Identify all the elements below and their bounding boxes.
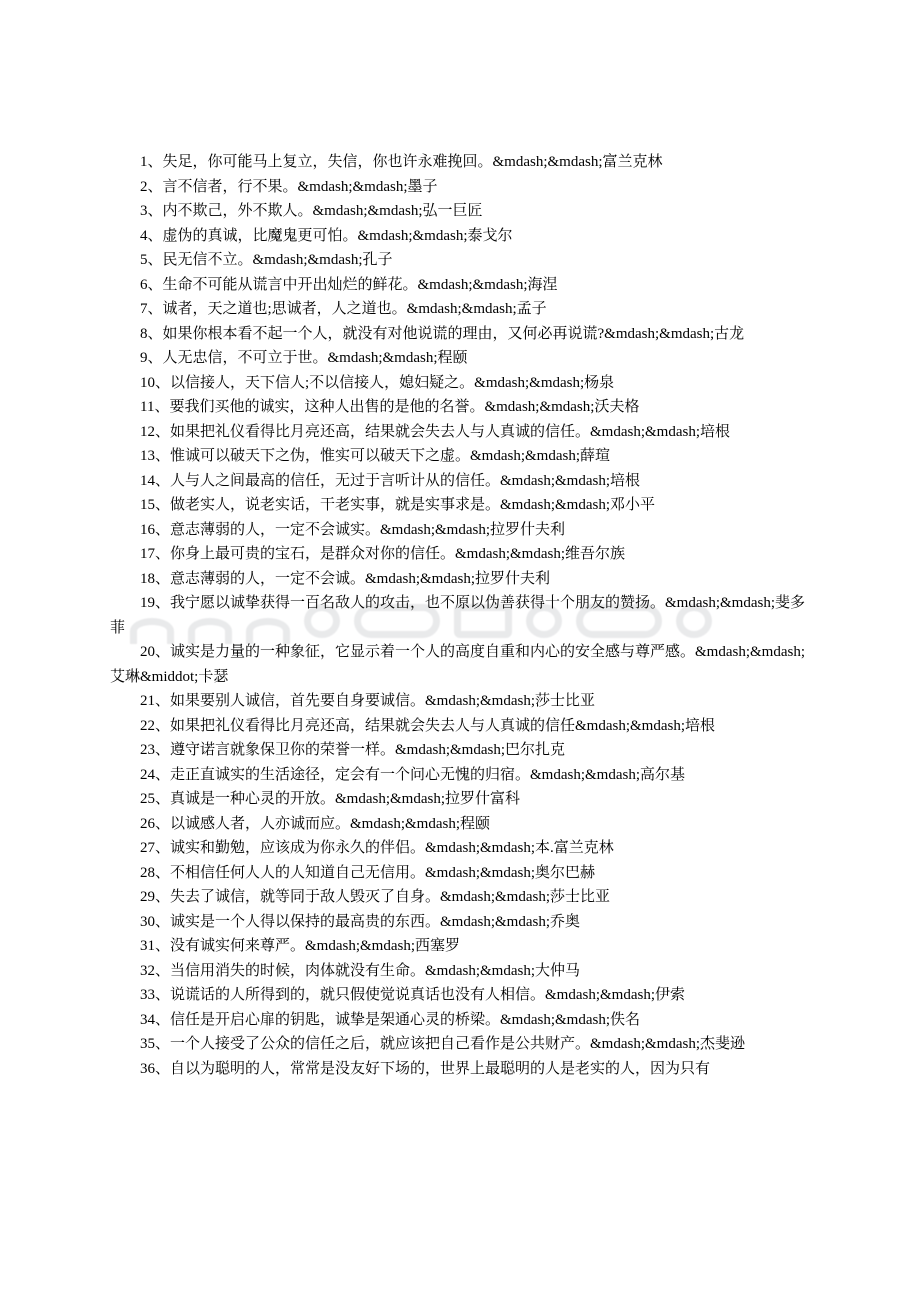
quote-line: 25、真诚是一种心灵的开放。&mdash;&mdash;拉罗什富科 [140,791,520,807]
quote-line: 35、一个人接受了公众的信任之后，就应该把自己看作是公共财产。&mdash;&mdash;杰斐逊 [140,1036,745,1052]
quote-line: 21、如果要别人诚信，首先要自身要诚信。&mdash;&mdash;莎士比亚 [140,693,595,709]
quote-line: 36、自以为聪明的人，常常是没友好下场的，世界上最聪明的人是老实的人，因为只有 [140,1060,711,1077]
quote-line: 18、意志薄弱的人，一定不会诚。&mdash;&mdash;拉罗什夫利 [140,570,550,587]
quote-line: 9、人无忠信，不可立于世。&mdash;&mdash;程颐 [140,350,468,366]
quote-line: 13、惟诚可以破天下之伪，惟实可以破天下之虚。&mdash;&mdash;薛瑄 [140,448,610,464]
quote-line: 27、诚实和勤勉，应该成为你永久的伴侣。&mdash;&mdash;本.富兰克林 [140,840,614,856]
quote-line: 5、民无信不立。&mdash;&mdash;孔子 [140,252,393,268]
quote-line: 1、失足，你可能马上复立，失信，你也许永难挽回。&mdash;&mdash;富兰克林 [140,154,663,170]
quote-line: 24、走正直诚实的生活途径，定会有一个问心无愧的归宿。&mdash;&mdash;高尔基 [140,766,685,783]
quote-line: 31、没有诚实何来尊严。&mdash;&mdash;西塞罗 [140,938,460,954]
quote-line: 20、诚实是力量的一种象征，它显示着一个人的高度自重和内心的安全感与尊严感。&mdash;&mdash;艾琳&middot;卡瑟 [110,644,805,685]
quote-line: 3、内不欺己，外不欺人。&mdash;&mdash;弘一巨匠 [140,203,483,219]
quote-line: 28、不相信任何人人的人知道自己无信用。&mdash;&mdash;奥尔巴赫 [140,864,595,881]
quote-line: 11、要我们买他的诚实，这种人出售的是他的名誉。&mdash;&mdash;沃夫格 [140,399,640,415]
quote-line: 33、说谎话的人所得到的，就只假使觉说真话也没有人相信。&mdash;&mdash;伊索 [140,987,685,1003]
quote-line: 15、做老实人，说老实话，干老实事，就是实事求是。&mdash;&mdash;邓小平 [140,497,655,513]
quote-line: 19、我宁愿以诚挚获得一百名敌人的攻击，也不原以伪善获得十个朋友的赞扬。&mdash;&mdash;斐多菲 [110,595,805,636]
quote-line: 29、失去了诚信，就等同于敌人毁灭了自身。&mdash;&mdash;莎士比亚 [140,889,610,905]
quote-line: 8、如果你根本看不起一个人，就没有对他说谎的理由，又何必再说谎?&mdash;&mdash;古龙 [140,325,745,342]
quote-line: 2、言不信者，行不果。&mdash;&mdash;墨子 [140,178,438,195]
quote-line: 7、诚者，天之道也;思诚者，人之道也。&mdash;&mdash;孟子 [140,301,547,317]
quote-line: 30、诚实是一个人得以保持的最高贵的东西。&mdash;&mdash;乔奥 [140,913,580,930]
quote-line: 14、人与人之间最高的信任，无过于言听计从的信任。&mdash;&mdash;培根 [140,472,640,489]
quote-line: 32、当信用消失的时候，肉体就没有生命。&mdash;&mdash;大仲马 [140,962,580,979]
quote-line: 16、意志薄弱的人，一定不会诚实。&mdash;&mdash;拉罗什夫利 [140,521,565,538]
quote-line: 12、如果把礼仪看得比月亮还高，结果就会失去人与人真诚的信任。&mdash;&mdash;培根 [140,423,730,440]
quote-line: 23、遵守诺言就象保卫你的荣誉一样。&mdash;&mdash;巴尔扎克 [140,742,565,758]
quote-line: 34、信任是开启心扉的钥匙，诚挚是架通心灵的桥梁。&mdash;&mdash;佚名 [140,1011,640,1028]
quote-line: 6、生命不可能从谎言中开出灿烂的鲜花。&mdash;&mdash;海涅 [140,276,558,293]
quotes-list [110,150,812,1081]
quote-line: 17、你身上最可贵的宝石，是群众对你的信任。&mdash;&mdash;维吾尔族 [140,546,625,562]
quote-line: 26、以诚感人者，人亦诚而应。&mdash;&mdash;程颐 [140,815,490,832]
quote-line: 4、虚伪的真诚，比魔鬼更可怕。&mdash;&mdash;泰戈尔 [140,227,513,244]
quote-line: 22、如果把礼仪看得比月亮还高，结果就会失去人与人真诚的信任&mdash;&mdash;培根 [140,717,715,734]
quote-line: 10、以信接人，天下信人;不以信接人，媳妇疑之。&mdash;&mdash;杨泉 [140,374,615,391]
